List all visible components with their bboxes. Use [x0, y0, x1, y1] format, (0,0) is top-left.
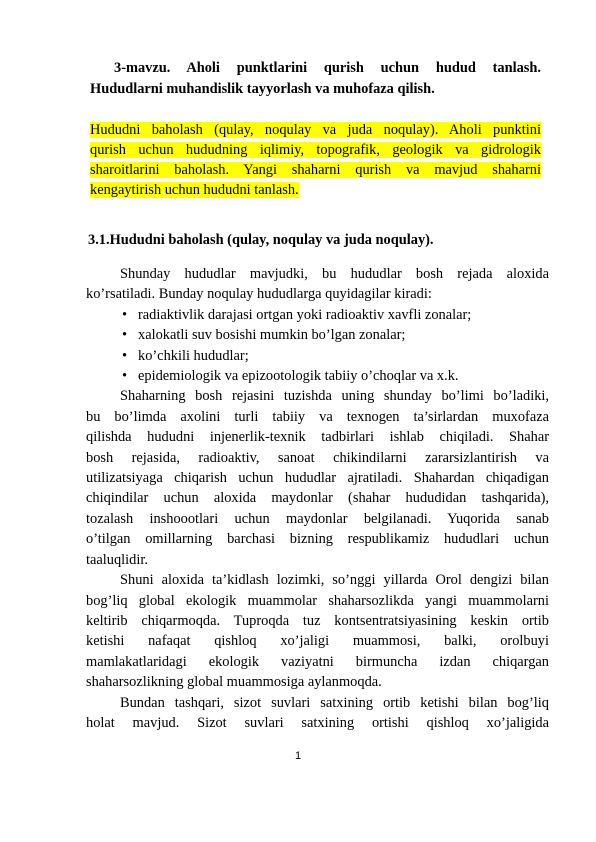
body-text — [86, 264, 549, 733]
paragraph-3-line-2: bog’liq global ekologik muammolar shaharsozlikda yangi muammolarni — [86, 592, 549, 609]
summary-line-1: Hududni baholash (qulay, noqulay va juda noqulay). Aholi punktini — [90, 122, 541, 138]
paragraph-2-line-4: bosh rejasida, radioaktiv, sanoat chikindilarni zararsizlantirish va — [86, 449, 549, 466]
paragraph-1-line-1: Shunday hududlar mavjudki, bu hududlar bosh rejada aloxida — [120, 266, 549, 282]
summary-line-2: qurish uchun hududning iqlimiy, topografik, geologik va gidrologik — [90, 142, 541, 158]
bullet-icon: • — [122, 347, 128, 364]
topic-title-line-1: 3-mavzu. Aholi punktlarini qurish uchun hudud tanlash. — [114, 60, 541, 76]
paragraph-2-line-6: chiqindilar uchun aloxida maydonlar (shahar hududidan tashqarida), — [86, 490, 549, 507]
paragraph-2-line-5: utilizatsiyaga chiqarish uchun hududlar ajratiladi. Shahardan chiqadigan — [86, 470, 549, 487]
paragraph-3-line-5: mamlakatlaridagi ekologik vaziyatni birmuncha izdan chiqargan — [86, 653, 549, 670]
section-heading: 3.1.Hududni baholash (qulay, noqulay va juda noqulay). — [88, 232, 434, 248]
paragraph-2-line-2: bu bo’limda axolini turli tabiiy va texnogen ta’sirlardan muxofaza — [86, 408, 549, 425]
page-number: 1 — [294, 750, 302, 762]
hazard-zone-list — [86, 305, 549, 387]
bullet-icon: • — [122, 368, 128, 385]
summary-line-4: kengaytirish uchun hududni tanlash. — [90, 182, 299, 198]
paragraph-2-line-9: taaluqlidir. — [86, 551, 148, 568]
paragraph-4-line-1: Bundan tashqari, sizot suvlari satxining ortib ketishi bilan bog’liq — [120, 694, 549, 711]
topic-summary — [90, 120, 541, 200]
paragraph-3-line-6: shaharsozlikning global muammosiga aylanmoqda. — [86, 674, 382, 691]
list-item: • radiaktivlik darajasi ortgan yoki radioaktiv xavfli zonalar; — [86, 305, 549, 325]
paragraph-3-line-1: Shuni aloxida ta’kidlash lozimki, so’nggi yillarda Orol dengizi bilan — [120, 572, 549, 589]
paragraph-3-line-4: ketishi nafaqat qishloq xo’jaligi muammosi, balki, orolbuyi — [86, 633, 549, 650]
paragraph-3-line-3: keltirib chiqarmoqda. Tuproqda tuz kontsentratsiyasining keskin ortib — [86, 612, 549, 629]
list-item: • xalokatli suv bosishi mumkin bo’lgan zonalar; — [86, 325, 549, 345]
bullet-icon: • — [122, 306, 128, 323]
paragraph-2-line-8: o’tilgan omillarning barchasi bizning respublikamiz hududlari uchun — [86, 531, 549, 548]
topic-title — [90, 58, 541, 100]
paragraph-4-line-2: holat mavjud. Sizot suvlari satxining ortishi qishloq xo’jaligida — [86, 714, 549, 731]
paragraph-2-line-7: tozalash inshoootlari uchun maydonlar belgilanadi. Yuqorida sanab — [86, 510, 549, 527]
topic-title-line-2: Hududlarni muhandislik tayyorlash va muhofaza qilish. — [90, 81, 435, 97]
list-item: • ko’chkili hududlar; — [86, 346, 549, 366]
list-item: • epidemiologik va epizootologik tabiiy o’choqlar va x.k. — [86, 366, 549, 386]
summary-line-3: sharoitlarini baholash. Yangi shaharni qurish va mavjud shaharni — [90, 162, 541, 178]
paragraph-2-line-1: Shaharning bosh rejasini tuzishda uning shunday bo’limi bo’ladiki, — [120, 388, 549, 405]
paragraph-2-line-3: qilishda hududni injenerlik-texnik tadbirlari ishlab chiqiladi. Shahar — [86, 429, 549, 446]
bullet-icon: • — [122, 327, 128, 344]
paragraph-1-line-2: ko’rsatiladi. Bunday noqulay hududlarga quyidagilar kiradi: — [86, 286, 432, 303]
